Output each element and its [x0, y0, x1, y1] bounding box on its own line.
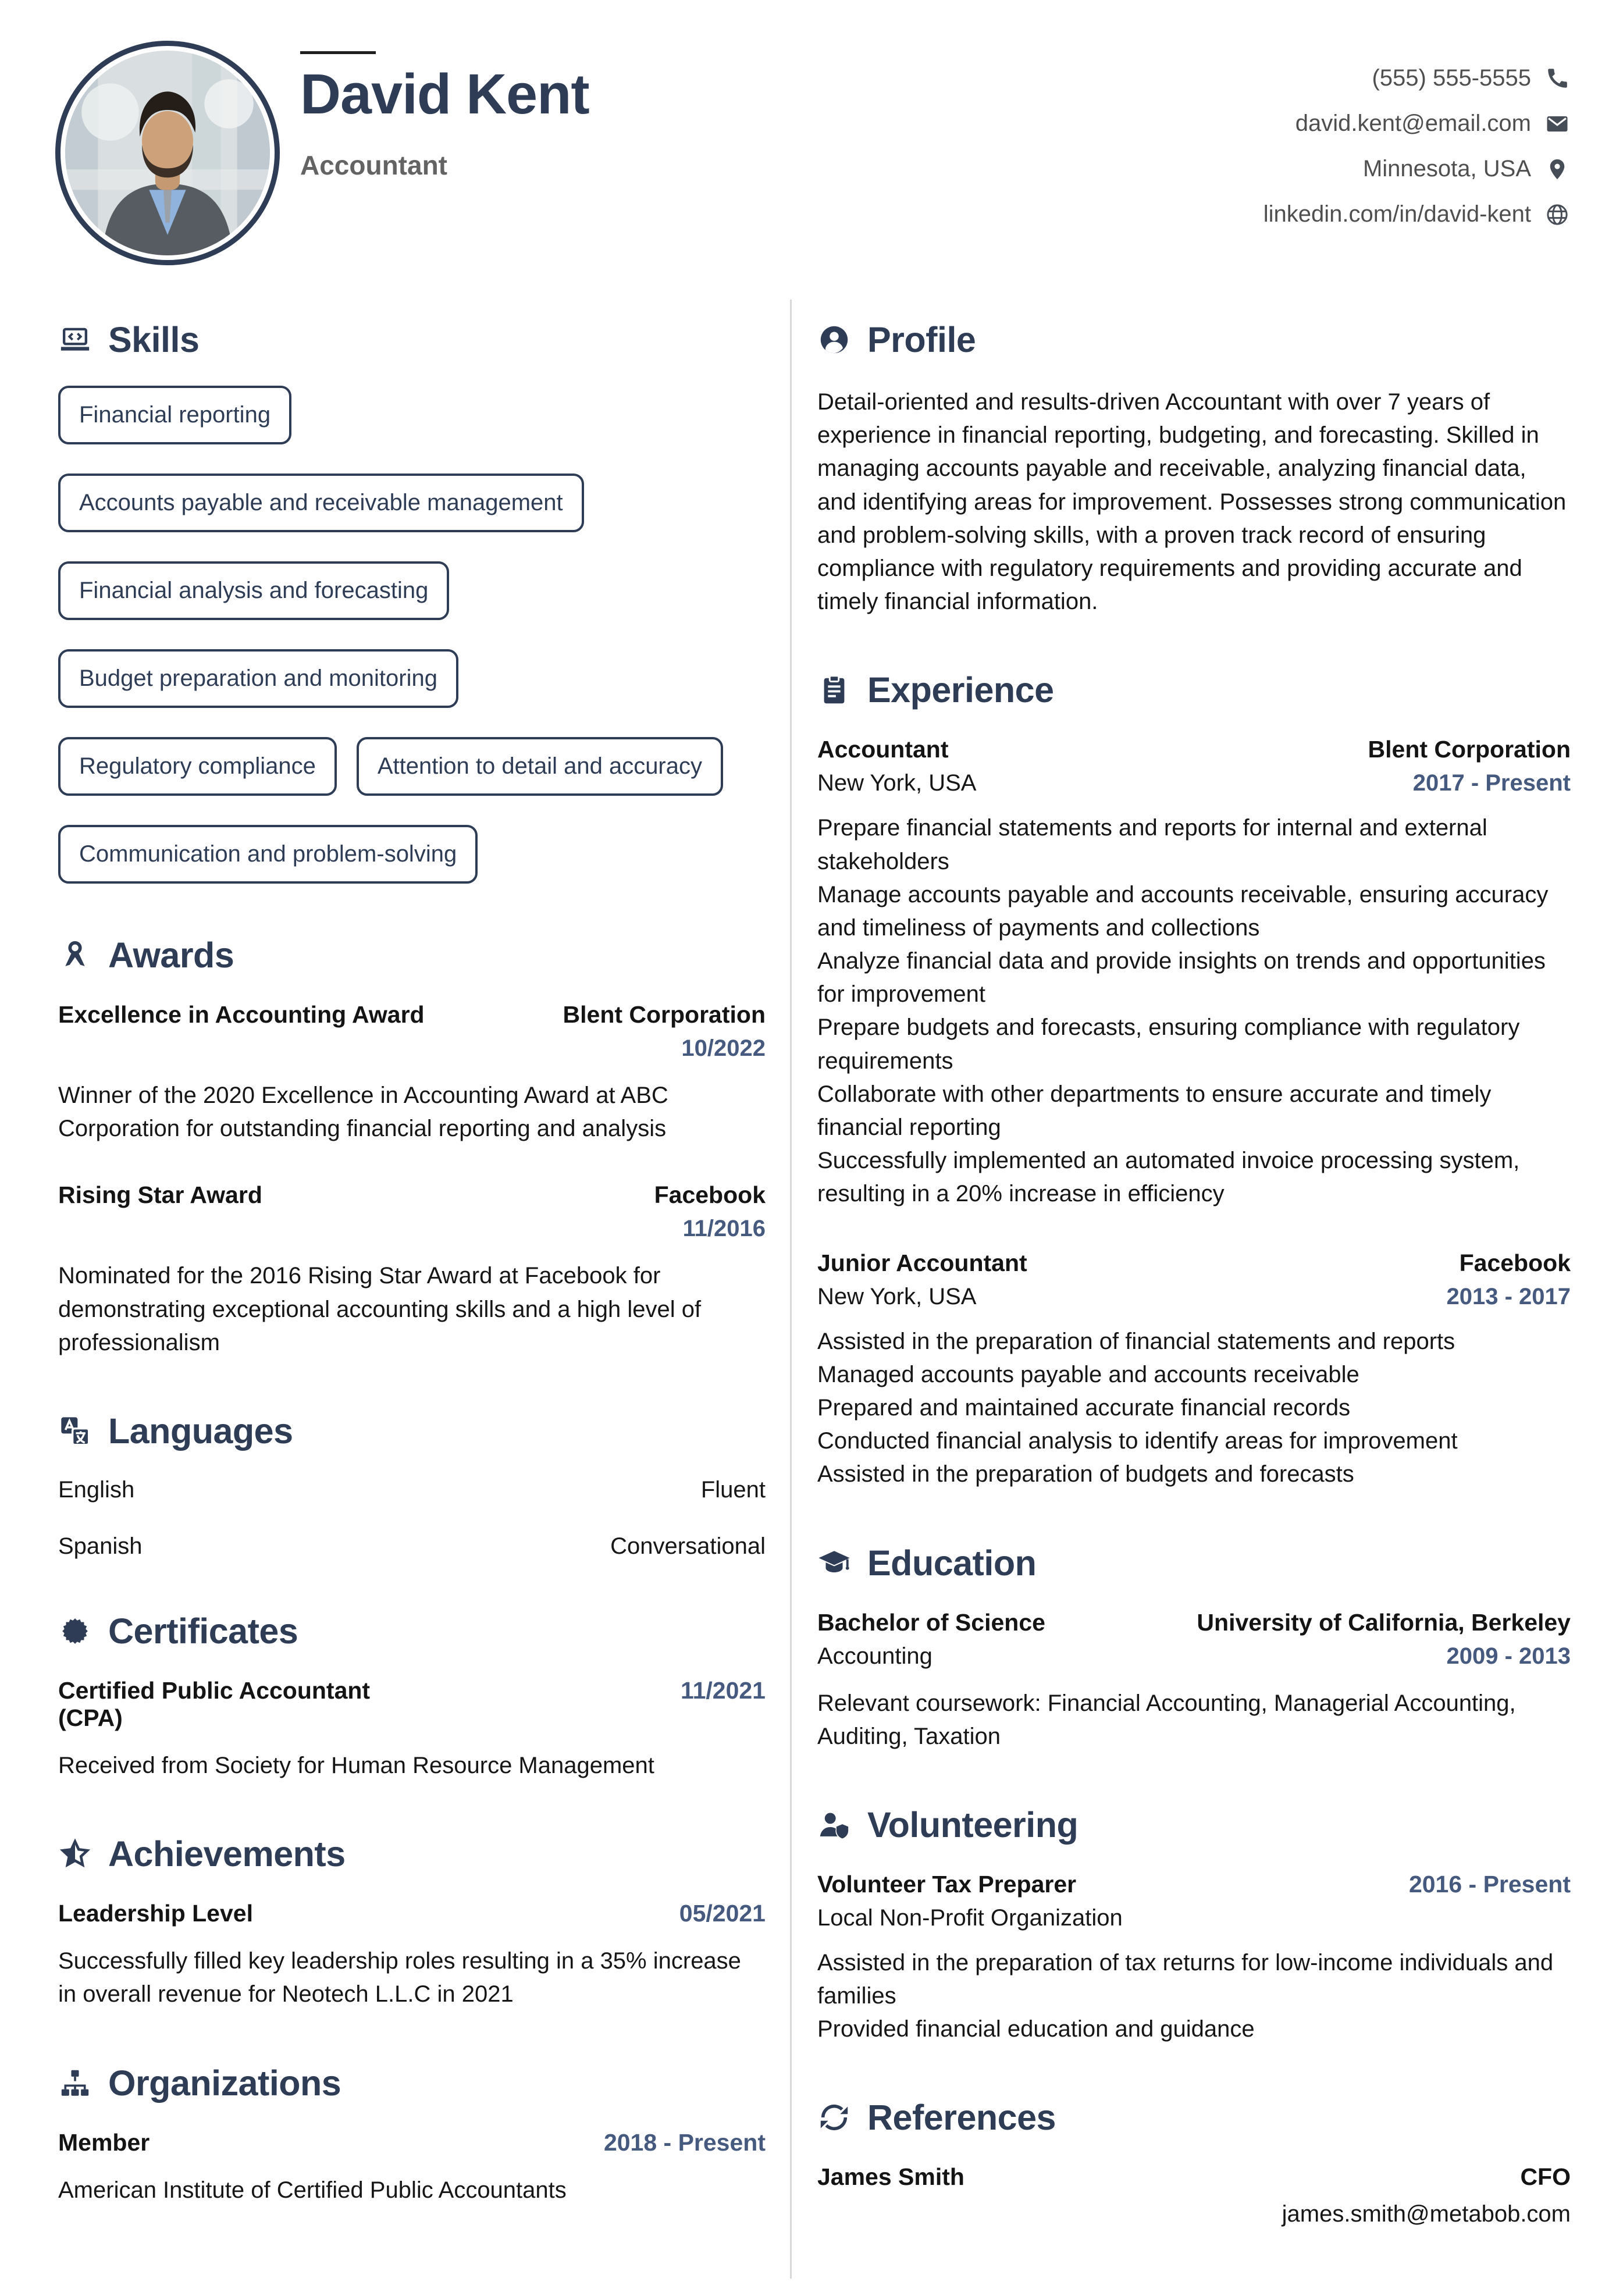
reference-head: [817, 2163, 1571, 2191]
achievement-head: [58, 1900, 766, 1927]
job-dates: 2017 - Present: [1412, 770, 1571, 796]
volunteering-header: [817, 1804, 1571, 1845]
job-bullet: Analyze financial data and provide insights on trends and opportunities for improvement: [817, 948, 1546, 1008]
award-entry: [58, 1001, 766, 1145]
content-columns: [58, 300, 1571, 2279]
volunteering-head: [817, 1871, 1571, 1898]
award-date-line: [58, 1216, 766, 1242]
organization-description: American Institute of Certified Public Accountants: [58, 2177, 567, 2203]
globe-icon: [1545, 202, 1569, 227]
achievements-title: Achievements: [108, 1834, 346, 1874]
email-address: david.kent@email.com: [1295, 111, 1531, 136]
education-subhead: [817, 1643, 1571, 1670]
job-bullet: Prepare financial statements and reports for internal and external stakeholders: [817, 815, 1487, 874]
volunteering-org-row: [817, 1905, 1571, 1931]
education-entry: [817, 1609, 1571, 1753]
person-name: David Kent: [300, 62, 589, 126]
certificate-entry: [58, 1677, 766, 1782]
volunteering-role: Volunteer Tax Preparer: [817, 1870, 1077, 1898]
sitemap-icon: [58, 2066, 92, 2100]
skill-pill: Regulatory compliance: [58, 737, 337, 796]
volunteering-dates: 2016 - Present: [1408, 1870, 1571, 1898]
references-title: References: [867, 2098, 1056, 2138]
awards-title: Awards: [108, 935, 234, 975]
skill-pill: Accounts payable and receivable management: [58, 474, 584, 532]
job-bullet: Prepared and maintained accurate financial records: [817, 1394, 1351, 1421]
job-bullet: Manage accounts payable and accounts receivable, ensuring accuracy and timeliness of payments and collections: [817, 881, 1549, 941]
star-half-icon: [58, 1837, 92, 1871]
award-name: Excellence in Accounting Award: [58, 1001, 425, 1028]
education-head: [817, 1609, 1571, 1636]
location-text: Minnesota, USA: [1362, 156, 1531, 181]
volunteering-org: Local Non-Profit Organization: [817, 1905, 1123, 1931]
languages-title: Languages: [108, 1411, 293, 1451]
award-org: Facebook: [654, 1181, 766, 1209]
profile-title: Profile: [867, 320, 976, 359]
job-bullet: Assisted in the preparation of budgets and forecasts: [817, 1461, 1354, 1487]
avatar: [55, 41, 280, 265]
section-languages: [58, 1411, 766, 1560]
education-degree: Bachelor of Science: [817, 1608, 1045, 1636]
translate-icon: [58, 1414, 92, 1448]
laptop-code-icon: [58, 323, 92, 357]
phone-icon: [1545, 66, 1569, 91]
location-pin-icon: [1545, 157, 1569, 181]
organizations-title: Organizations: [108, 2063, 341, 2103]
award-description: Winner of the 2020 Excellence in Accounting Award at ABC Corporation for outstanding financial reporting and analysis: [58, 1083, 668, 1142]
section-volunteering: [817, 1804, 1571, 2046]
award-head: [58, 1181, 766, 1209]
organization-head: [58, 2129, 766, 2156]
user-circle-icon: [817, 323, 851, 357]
organizations-header: [58, 2063, 766, 2103]
reference-role: CFO: [1520, 2163, 1571, 2191]
award-entry: [58, 1181, 766, 1359]
contact-email: [1263, 111, 1569, 137]
experience-job: [817, 1250, 1571, 1491]
profile-photo: [65, 51, 270, 255]
job-bullets: [817, 811, 1571, 1211]
name-accent-line: [300, 51, 376, 54]
contact-location: [1263, 156, 1569, 182]
sync-icon: [817, 2101, 851, 2134]
language-level: Conversational: [610, 1533, 766, 1559]
section-skills: [58, 319, 766, 884]
section-organizations: [58, 2063, 766, 2207]
user-shield-icon: [817, 1808, 851, 1842]
skill-pill: Budget preparation and monitoring: [58, 649, 458, 708]
contact-block: [1263, 65, 1569, 247]
organization-role: Member: [58, 2128, 150, 2156]
section-certificates: [58, 1611, 766, 1782]
person-job-title: Accountant: [300, 149, 447, 180]
education-title: Education: [867, 1543, 1037, 1583]
languages-header: [58, 1411, 766, 1451]
skill-pill: Financial analysis and forecasting: [58, 561, 449, 620]
reference-name: James Smith: [817, 2163, 964, 2191]
job-bullet: Collaborate with other departments to ensure accurate and timely financial reporting: [817, 1081, 1492, 1140]
envelope-icon: [1545, 112, 1569, 136]
job-org: Facebook: [1459, 1249, 1571, 1276]
organization-dates: 2018 - Present: [603, 2128, 766, 2156]
section-profile: [817, 319, 1571, 618]
job-bullet: Assisted in the preparation of financial statements and reports: [817, 1328, 1455, 1354]
skill-pill-row: [58, 386, 766, 444]
award-org: Blent Corporation: [563, 1001, 766, 1028]
left-column: [58, 300, 790, 2279]
education-field: Accounting: [817, 1643, 932, 1669]
name-block: [300, 51, 589, 181]
job-bullet: Prepare budgets and forecasts, ensuring compliance with regulatory requirements: [817, 1014, 1520, 1074]
job-location: New York, USA: [817, 770, 977, 796]
linkedin-url: linkedin.com/in/david-kent: [1263, 201, 1531, 227]
skill-pill: Communication and problem-solving: [58, 825, 478, 884]
skill-pill-row: [58, 825, 766, 884]
award-date: 11/2016: [682, 1216, 766, 1242]
language-name: Spanish: [58, 1533, 143, 1559]
language-name: English: [58, 1476, 135, 1503]
right-column: [792, 300, 1571, 2279]
ribbon-icon: [58, 938, 92, 972]
skill-pill-row: [58, 649, 766, 708]
job-head: [817, 736, 1571, 763]
job-bullet: Managed accounts payable and accounts receivable: [817, 1361, 1359, 1387]
award-date-line: [58, 1035, 766, 1062]
certificate-date: 11/2021: [681, 1676, 766, 1704]
award-name: Rising Star Award: [58, 1181, 262, 1209]
skill-pill: Financial reporting: [58, 386, 291, 444]
volunteering-entry: [817, 1871, 1571, 2046]
achievement-name: Leadership Level: [58, 1900, 253, 1927]
skills-header: [58, 319, 766, 360]
job-bullet: Successfully implemented an automated invoice processing system, resulting in a 20% increase in efficiency: [817, 1148, 1520, 1207]
clipboard-icon: [817, 673, 851, 707]
certificates-header: [58, 1611, 766, 1651]
skill-pill-row: [58, 737, 766, 796]
certificate-name: Certified Public Accountant (CPA): [58, 1676, 371, 1731]
volunteering-bullets: [817, 1946, 1571, 2046]
education-school: University of California, Berkeley: [1197, 1608, 1571, 1636]
award-date: 10/2022: [681, 1035, 766, 1061]
education-header: [817, 1543, 1571, 1583]
achievement-entry: [58, 1900, 766, 2011]
job-org: Blent Corporation: [1368, 736, 1571, 763]
achievement-date: 05/2021: [679, 1900, 766, 1927]
achievements-header: [58, 1834, 766, 1874]
profile-header: [817, 319, 1571, 360]
profile-summary: Detail-oriented and results-driven Accountant with over 7 years of experience in financial reporting, budgeting, and forecasting. Skilled in managing accounts payable and receivable, analyzing financial data, and identifying areas for improvement. Possesses strong communication and problem-solving skills, with a proven track record of ensuring compliance with regulatory requirements and providing accurate and timely financial information.: [817, 389, 1567, 615]
job-subhead: [817, 770, 1571, 796]
skill-pill-row: [58, 474, 766, 532]
references-header: [817, 2097, 1571, 2138]
job-subhead: [817, 1284, 1571, 1310]
job-title-text: Accountant: [817, 736, 949, 763]
section-experience: [817, 670, 1571, 1491]
achievement-description: Successfully filled key leadership roles resulting in a 35% increase in overall revenue for Neotech L.L.C in 2021: [58, 1948, 741, 2007]
section-education: [817, 1543, 1571, 1753]
language-row: [58, 1533, 766, 1560]
contact-linkedin: [1263, 201, 1569, 227]
experience-title: Experience: [867, 670, 1054, 710]
volunteering-bullet: Provided financial education and guidance: [817, 2016, 1255, 2042]
skill-pill: Attention to detail and accuracy: [357, 737, 723, 796]
section-references: [817, 2097, 1571, 2227]
job-bullets: [817, 1325, 1571, 1491]
experience-job: [817, 736, 1571, 1211]
reference-email: james.smith@metabob.com: [1282, 2201, 1571, 2227]
award-head: [58, 1001, 766, 1028]
language-level: Fluent: [700, 1476, 766, 1503]
volunteering-title: Volunteering: [867, 1804, 1079, 1845]
experience-header: [817, 670, 1571, 710]
job-dates: 2013 - 2017: [1446, 1283, 1571, 1309]
job-bullet: Conducted financial analysis to identify areas for improvement: [817, 1428, 1458, 1454]
awards-header: [58, 935, 766, 976]
skills-title: Skills: [108, 320, 200, 359]
seal-icon: [58, 1614, 92, 1648]
certificate-head: [58, 1677, 766, 1732]
certificate-description: Received from Society for Human Resource Management: [58, 1752, 654, 1778]
job-title-text: Junior Accountant: [817, 1249, 1027, 1276]
job-location: New York, USA: [817, 1283, 977, 1309]
organization-entry: [58, 2129, 766, 2207]
certificates-title: Certificates: [108, 1611, 298, 1651]
section-achievements: [58, 1834, 766, 2011]
education-description: Relevant coursework: Financial Accounting, Managerial Accounting, Auditing, Taxation: [817, 1690, 1516, 1749]
reference-entry: [817, 2163, 1571, 2227]
skill-pill-row: [58, 561, 766, 620]
section-awards: [58, 935, 766, 1359]
education-dates: 2009 - 2013: [1446, 1643, 1571, 1669]
phone-number: (555) 555-5555: [1372, 65, 1531, 91]
award-description: Nominated for the 2016 Rising Star Award at Facebook for demonstrating exceptional accounting skills and a high level of professionalism: [58, 1263, 702, 1355]
volunteering-bullet: Assisted in the preparation of tax returns for low-income individuals and families: [817, 1949, 1554, 2009]
language-row: [58, 1477, 766, 1503]
job-head: [817, 1250, 1571, 1277]
contact-phone: [1263, 65, 1569, 91]
graduation-cap-icon: [817, 1546, 851, 1580]
